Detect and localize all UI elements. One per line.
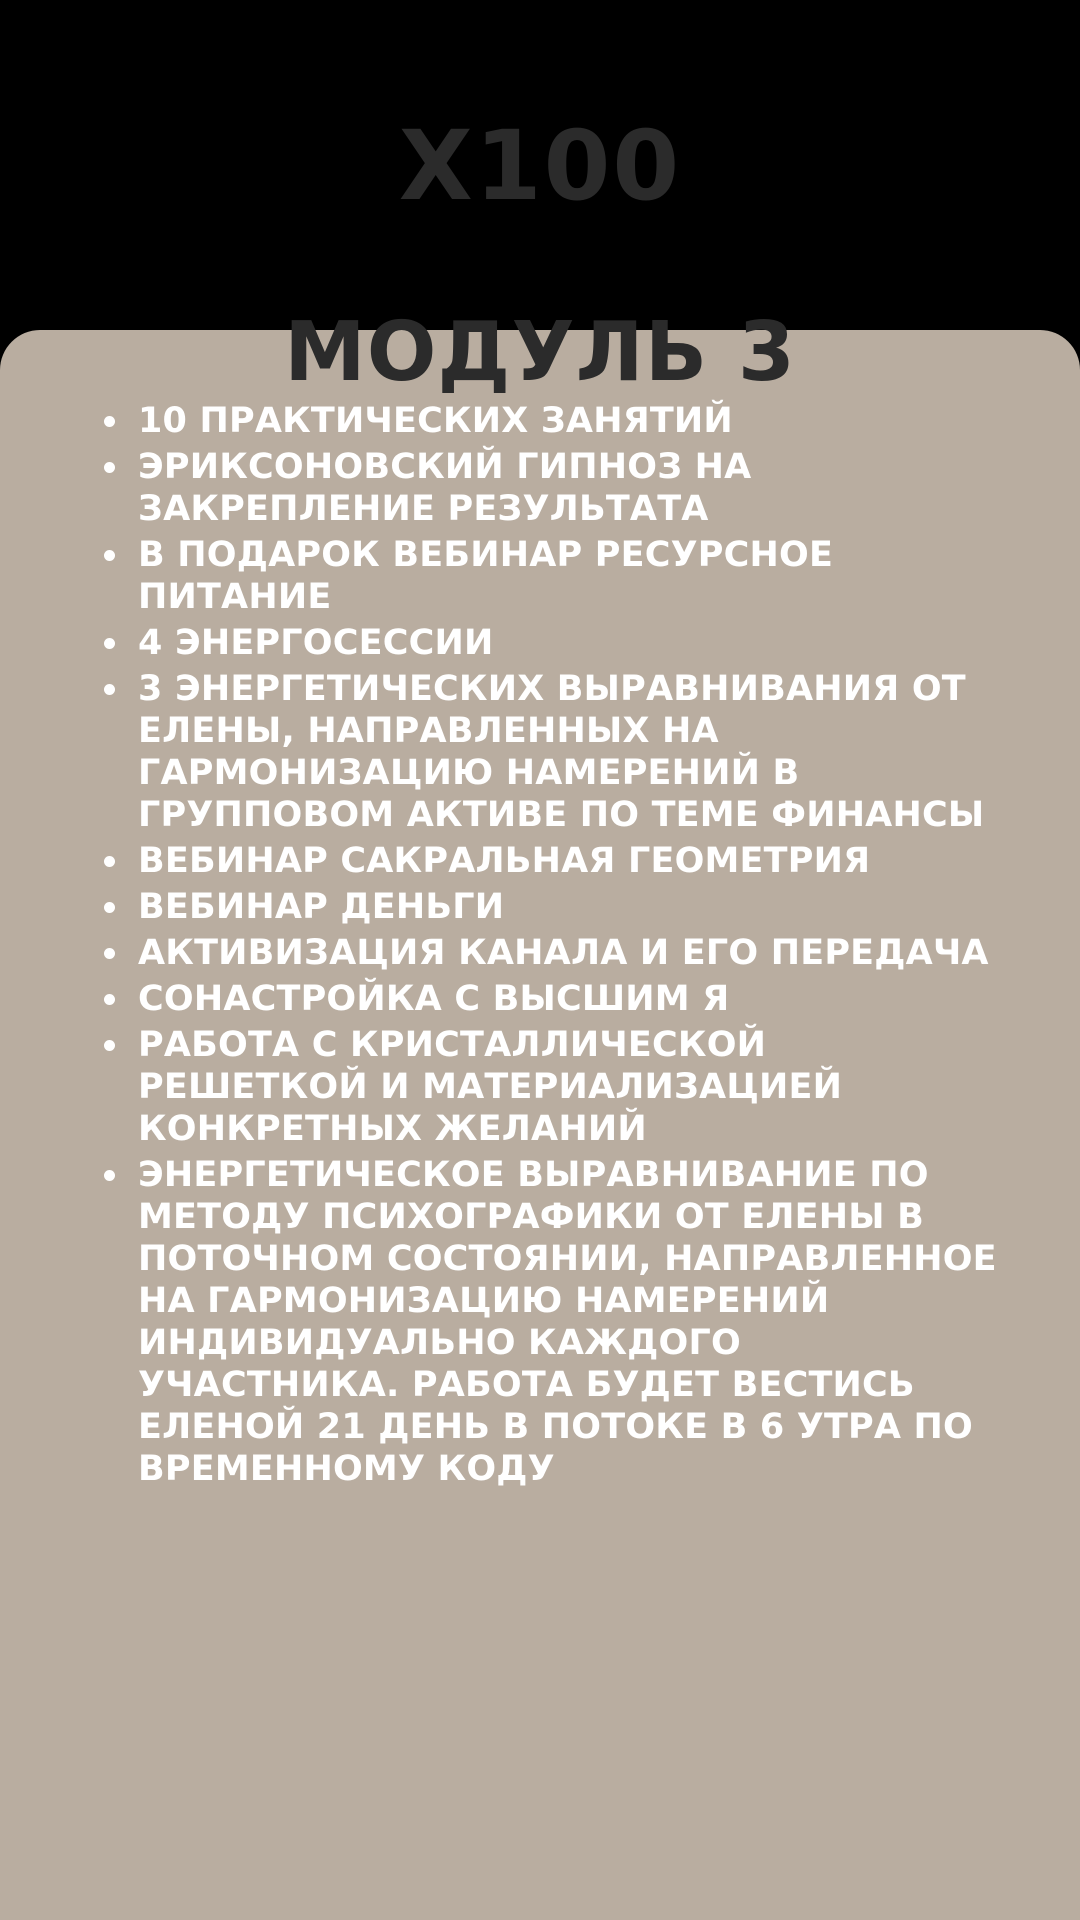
headline-x100: X100: [398, 110, 682, 222]
module-title: МОДУЛЬ 3: [284, 305, 796, 400]
list-item: ЭНЕРГЕТИЧЕСКОЕ ВЫРАВНИВАНИЕ ПО МЕТОДУ ПСИХОГРАФИКИ ОТ ЕЛЕНЫ В ПОТОЧНОМ СОСТОЯНИИ, НАПРАВЛЕННОЕ НА ГАРМОНИЗАЦИЮ НАМЕРЕНИЙ ИНДИВИДУАЛЬНО КАЖДОГО УЧАСТНИКА. РАБОТА БУДЕТ ВЕСТИСЬ ЕЛЕНОЙ 21 ДЕНЬ В ПОТОКЕ В 6 УТРА ПО ВРЕМЕННОМУ КОДУ: [96, 1154, 1006, 1490]
feature-bullet-list: [96, 400, 1006, 1494]
list-item: СОНАСТРОЙКА С ВЫСШИМ Я: [96, 978, 1006, 1020]
list-item: 3 ЭНЕРГЕТИЧЕСКИХ ВЫРАВНИВАНИЯ ОТ ЕЛЕНЫ, НАПРАВЛЕННЫХ НА ГАРМОНИЗАЦИЮ НАМЕРЕНИЙ В ГРУППОВОМ АКТИВЕ ПО ТЕМЕ ФИНАНСЫ: [96, 668, 1006, 836]
list-item: 10 ПРАКТИЧЕСКИХ ЗАНЯТИЙ: [96, 400, 1006, 442]
list-item: В ПОДАРОК ВЕБИНАР РЕСУРСНОЕ ПИТАНИЕ: [96, 534, 1006, 618]
list-item: АКТИВИЗАЦИЯ КАНАЛА И ЕГО ПЕРЕДАЧА: [96, 932, 1006, 974]
list-item: ВЕБИНАР ДЕНЬГИ: [96, 886, 1006, 928]
list-item: ЭРИКСОНОВСКИЙ ГИПНОЗ НА ЗАКРЕПЛЕНИЕ РЕЗУЛЬТАТА: [96, 446, 1006, 530]
list-item: 4 ЭНЕРГОСЕССИИ: [96, 622, 1006, 664]
list-item: ВЕБИНАР САКРАЛЬНАЯ ГЕОМЕТРИЯ: [96, 840, 1006, 882]
list-item: РАБОТА С КРИСТАЛЛИЧЕСКОЙ РЕШЕТКОЙ И МАТЕРИАЛИЗАЦИЕЙ КОНКРЕТНЫХ ЖЕЛАНИЙ: [96, 1024, 1006, 1150]
